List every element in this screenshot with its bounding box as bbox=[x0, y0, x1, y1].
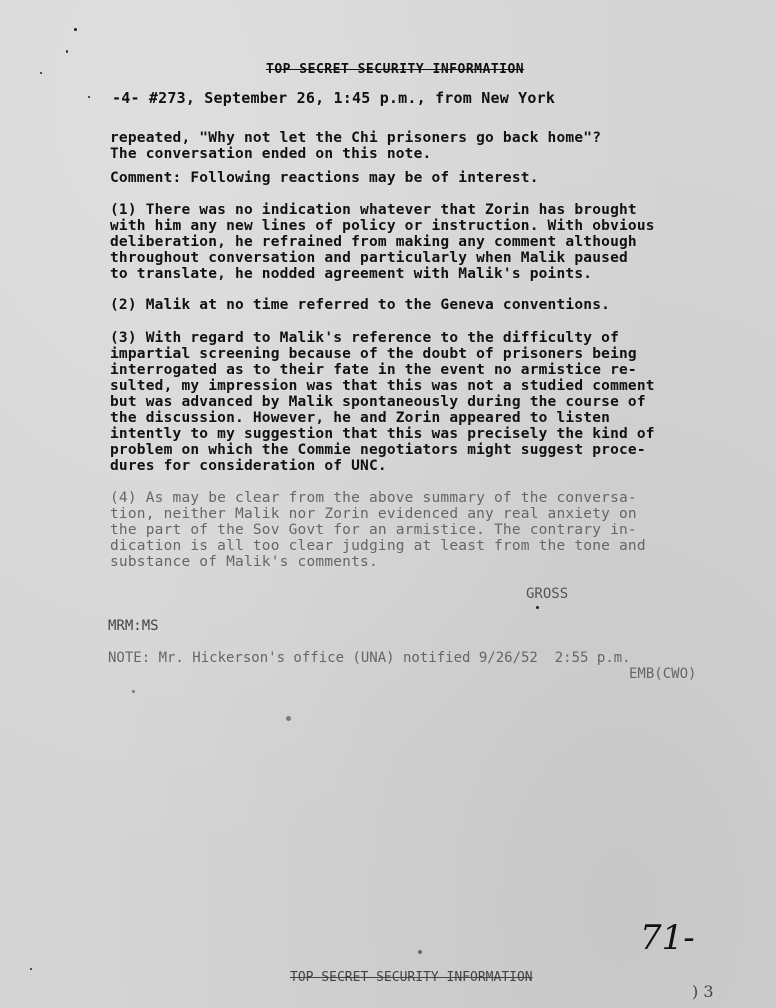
text-line: problem on which the Commie negotiators might suggest proce- bbox=[110, 442, 646, 458]
paragraph-point-1 bbox=[110, 202, 655, 282]
text-line: intently to my suggestion that this was precisely the kind of bbox=[110, 426, 655, 442]
handwritten-page-number: 71- bbox=[640, 918, 695, 958]
text-line: sulted, my impression was that this was not a studied comment bbox=[110, 378, 655, 394]
routing-note-initials: EMB(CWO) bbox=[629, 666, 697, 682]
text-line: dures for consideration of UNC. bbox=[110, 458, 387, 474]
scan-speck bbox=[74, 28, 77, 31]
text-line: but was advanced by Malik spontaneously during the course of bbox=[110, 394, 646, 410]
text-line: throughout conversation and particularly when Malik paused bbox=[110, 250, 628, 266]
paragraph-comment bbox=[110, 170, 539, 186]
text-line: The conversation ended on this note. bbox=[110, 146, 432, 162]
scan-speck bbox=[286, 716, 291, 721]
text-line: (1) There was no indication whatever that Zorin has brought bbox=[110, 202, 637, 218]
scan-speck bbox=[88, 96, 90, 98]
paragraph-point-3 bbox=[110, 330, 655, 474]
text-line: deliberation, he refrained from making any comment although bbox=[110, 234, 637, 250]
text-line: the part of the Sov Govt for an armistice. The contrary in- bbox=[110, 522, 637, 538]
text-line: dication is all too clear judging at least from the tone and bbox=[110, 538, 646, 554]
text-line: with him any new lines of policy or instruction. With obvious bbox=[110, 218, 655, 234]
text-line: tion, neither Malik nor Zorin evidenced any real anxiety on bbox=[110, 506, 637, 522]
drafter-initials: MRM:MS bbox=[108, 618, 159, 634]
scan-speck bbox=[536, 606, 539, 609]
text-line: substance of Malik's comments. bbox=[110, 554, 378, 570]
text-line: (3) With regard to Malik's reference to the difficulty of bbox=[110, 330, 619, 346]
text-line: Comment: Following reactions may be of interest. bbox=[110, 170, 539, 186]
text-line: (4) As may be clear from the above summary of the conversa- bbox=[110, 490, 637, 506]
classification-footer: TOP SECRET SECURITY INFORMATION bbox=[290, 970, 533, 985]
text-line: impartial screening because of the doubt of prisoners being bbox=[110, 346, 637, 362]
scan-speck bbox=[40, 72, 42, 74]
scan-speck bbox=[418, 950, 422, 954]
signature: GROSS bbox=[526, 586, 569, 602]
telegram-dateline: -4- #273, September 26, 1:45 p.m., from New York bbox=[112, 89, 556, 107]
scan-speck bbox=[30, 968, 32, 970]
classification-header: TOP SECRET SECURITY INFORMATION bbox=[266, 62, 525, 77]
text-line: repeated, "Why not let the Chi prisoners go back home"? bbox=[110, 130, 602, 146]
corner-mark: ) 3 bbox=[692, 982, 714, 1001]
text-line: interrogated as to their fate in the event no armistice re- bbox=[110, 362, 637, 378]
routing-note: NOTE: Mr. Hickerson's office (UNA) notified 9/26/52 2:55 p.m. bbox=[108, 650, 631, 666]
paragraph-intro bbox=[110, 130, 601, 162]
paragraph-point-2 bbox=[110, 297, 610, 313]
scan-speck bbox=[132, 690, 135, 693]
text-line: the discussion. However, he and Zorin appeared to listen bbox=[110, 410, 611, 426]
paragraph-point-4 bbox=[110, 490, 646, 570]
text-line: to translate, he nodded agreement with Malik's points. bbox=[110, 266, 593, 282]
text-line: (2) Malik at no time referred to the Geneva conventions. bbox=[110, 297, 611, 313]
scan-speck bbox=[66, 50, 68, 53]
